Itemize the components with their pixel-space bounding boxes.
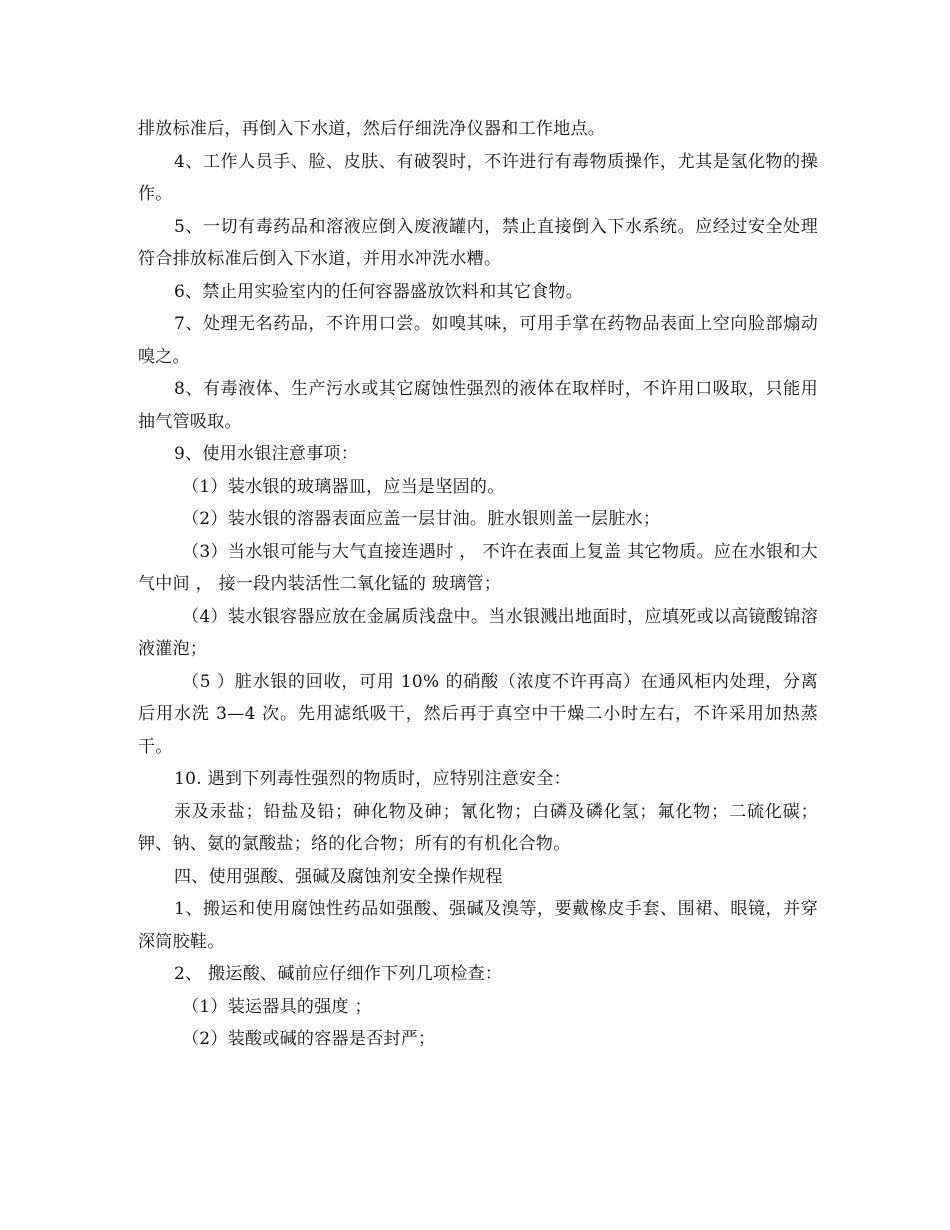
paragraph: 4、工作人员手、脸、皮肤、有破裂时，不许进行有毒物质操作，尤其是氢化物的操作。 xyxy=(138,151,818,204)
paragraph: 8、有毒液体、生产污水或其它腐蚀性强烈的液体在取样时，不许用口吸取，只能用抽气管吸取。 xyxy=(138,379,818,432)
document-body xyxy=(138,113,818,1056)
paragraph: 9、使用水银注意事项： xyxy=(174,444,359,464)
list-item: （2）装酸或碱的容器是否封严； xyxy=(182,1029,436,1049)
paragraph: 6、禁止用实验室内的任何容器盛放饮料和其它食物。 xyxy=(174,281,584,302)
paragraph: 10. 遇到下列毒性强烈的物质时，应特别注意安全： xyxy=(174,769,571,789)
paragraph: 排放标准后，再倒入下水道，然后仔细洗净仪器和工作地点。 xyxy=(138,119,606,139)
list-item: （1）装水银的玻璃器皿，应当是坚固的。 xyxy=(182,476,505,497)
paragraph: 7、处理无名药品，不许用口尝。如嗅其味，可用手掌在药物品表面上空向脸部煽动嗅之。 xyxy=(138,314,818,367)
list-item: （5 ）脏水银的回收，可用 10% 的硝酸（浓度不许再高）在通风柜内处理，分离后用水洗 3—4 次。先用滤纸吸干，然后再于真空中干燥二小时左右，不许采用加热蒸干。 xyxy=(138,671,818,757)
paragraph: 2、 搬运酸、碱前应仔细作下列几项检查： xyxy=(174,964,503,984)
paragraph: 5、一切有毒药品和溶液应倒入废液罐内，禁止直接倒入下水系统。应经过安全处理符合排放标准后倒入下水道，并用水冲洗水糟。 xyxy=(138,216,818,269)
list-item: （2）装水银的溶器表面应盖一层甘油。脏水银则盖一层脏水； xyxy=(182,509,661,529)
list-item: （4）装水银容器应放在金属质浅盘中。当水银溅出地面时，应填死或以高镜酸锦溶液灌泡； xyxy=(138,606,818,659)
paragraph: 1、搬运和使用腐蚀性药品如强酸、强碱及溴等，要戴橡皮手套、围裙、眼镜，并穿深筒胶鞋。 xyxy=(138,899,818,952)
section-heading: 四、使用强酸、强碱及腐蚀剂安全操作规程 xyxy=(174,866,503,887)
paragraph: 汞及汞盐；铅盐及铅；砷化物及砷；氰化物；白磷及磷化氢；氟化物；二硫化碳；钾、钠、氨的氯酸盐；络的化合物；所有的有机化合物。 xyxy=(138,801,818,854)
list-item: （3）当水银可能与大气直接连遇时 ， 不许在表面上复盖 其它物质。应在水银和大气中间 ， 接一段内装活性二氧化锰的 玻璃管； xyxy=(138,541,818,594)
list-item: （1）装运器具的强度 ； xyxy=(182,996,372,1017)
